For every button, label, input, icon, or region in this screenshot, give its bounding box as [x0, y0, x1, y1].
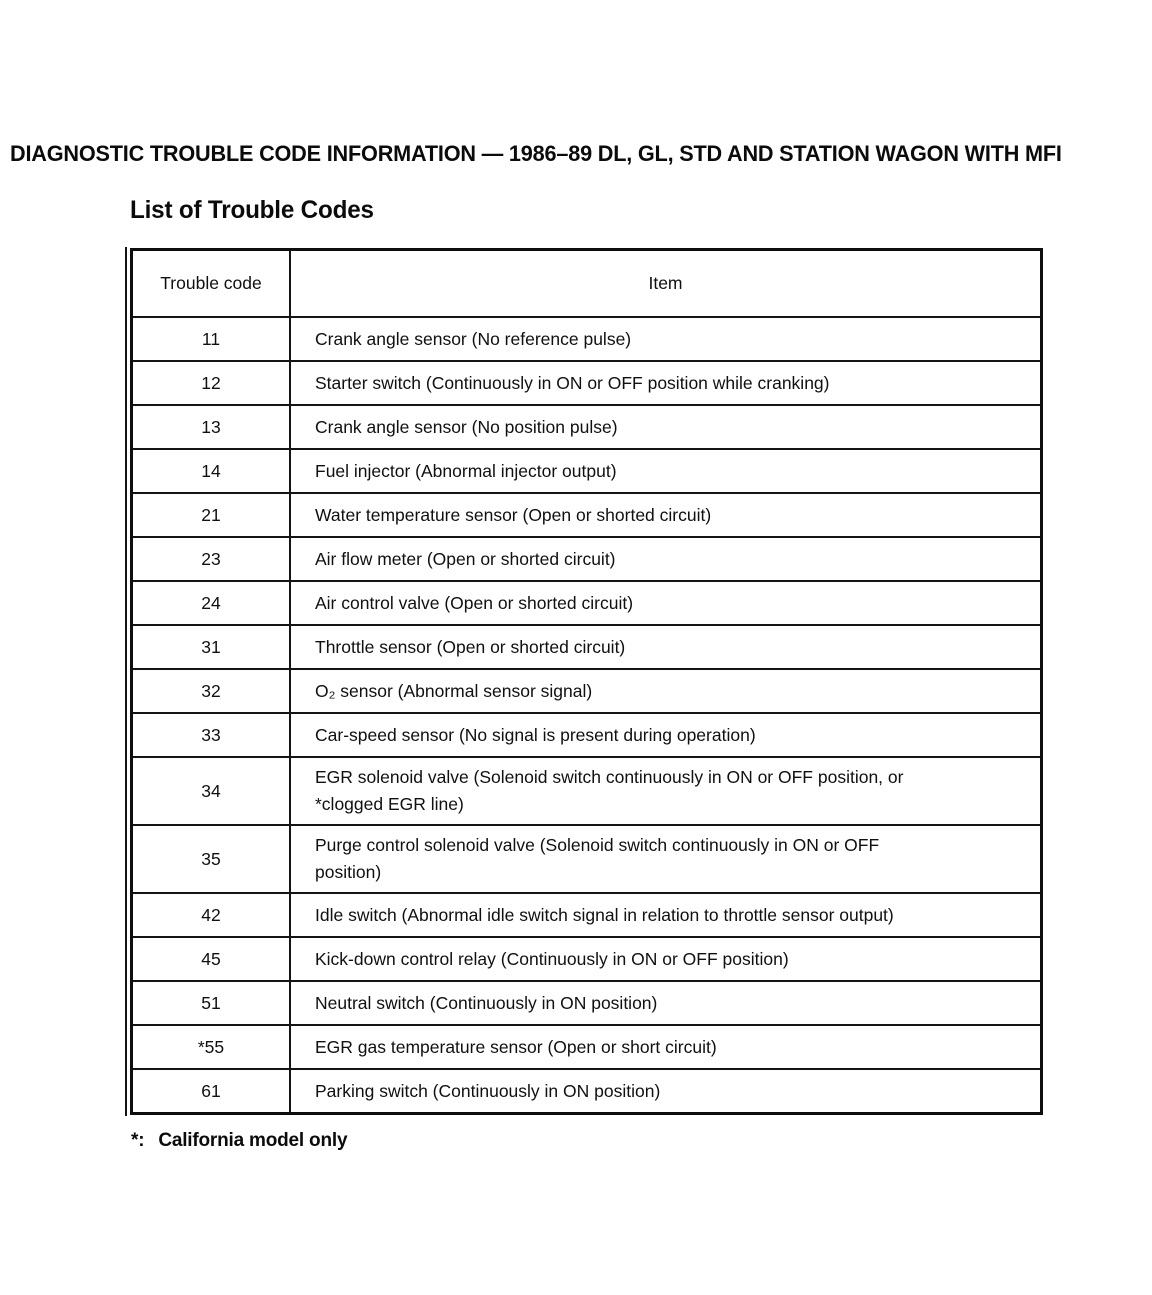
- item-cell: Air flow meter (Open or shorted circuit): [315, 548, 616, 569]
- table-row: [133, 668, 1040, 712]
- item-cell: Kick-down control relay (Continuously in ON or OFF position): [315, 948, 789, 969]
- item-cell: Idle switch (Abnormal idle switch signal in relation to throttle sensor output): [315, 904, 894, 925]
- trouble-code-cell: 34: [133, 758, 291, 824]
- trouble-code-cell: 33: [133, 714, 291, 756]
- item-cell: Crank angle sensor (No position pulse): [315, 416, 618, 437]
- trouble-code-cell: 35: [133, 826, 291, 892]
- table-row: [133, 712, 1040, 756]
- trouble-code-cell: *55: [133, 1026, 291, 1068]
- table-header-row: [133, 251, 1040, 316]
- item-cell: Parking switch (Continuously in ON position): [315, 1080, 661, 1101]
- trouble-code-cell: 11: [133, 318, 291, 360]
- item-cell: Fuel injector (Abnormal injector output): [315, 460, 617, 481]
- trouble-code-cell: 21: [133, 494, 291, 536]
- item-cell: Throttle sensor (Open or shorted circuit): [315, 636, 626, 657]
- table-row: [133, 1024, 1040, 1068]
- trouble-code-cell: 51: [133, 982, 291, 1024]
- trouble-code-cell: 23: [133, 538, 291, 580]
- item-cell: Water temperature sensor (Open or shorted circuit): [315, 504, 712, 525]
- table-row: [133, 536, 1040, 580]
- column-header-trouble-code: Trouble code: [133, 251, 291, 316]
- item-cell: Crank angle sensor (No reference pulse): [315, 328, 632, 349]
- table-row: [133, 892, 1040, 936]
- table-row: [133, 404, 1040, 448]
- table-row: [133, 624, 1040, 668]
- item-cell: Air control valve (Open or shorted circuit): [315, 592, 634, 613]
- footnote-text: California model only: [158, 1130, 348, 1151]
- item-cell: O₂ sensor (Abnormal sensor signal): [315, 680, 593, 701]
- item-cell: Purge control solenoid valve (Solenoid switch continuously in ON or OFF position): [315, 835, 880, 882]
- table-body: [133, 316, 1040, 1112]
- page-title: DIAGNOSTIC TROUBLE CODE INFORMATION — 1986–89 DL, GL, STD AND STATION WAGON WITH MFI: [10, 141, 1062, 166]
- table-row: [133, 448, 1040, 492]
- table-row: [133, 316, 1040, 360]
- table-row: [133, 824, 1040, 892]
- item-cell: EGR gas temperature sensor (Open or short circuit): [315, 1036, 717, 1057]
- item-cell: Car-speed sensor (No signal is present during operation): [315, 724, 756, 745]
- table-row: [133, 980, 1040, 1024]
- table-row: [133, 492, 1040, 536]
- table-row: [133, 580, 1040, 624]
- item-cell: Neutral switch (Continuously in ON position): [315, 992, 658, 1013]
- trouble-code-table: [130, 248, 1043, 1115]
- table-row: [133, 360, 1040, 404]
- table-row: [133, 936, 1040, 980]
- section-heading: List of Trouble Codes: [130, 196, 374, 224]
- item-cell: Starter switch (Continuously in ON or OFF position while cranking): [315, 372, 830, 393]
- table-row: [133, 1068, 1040, 1112]
- trouble-code-cell: 14: [133, 450, 291, 492]
- item-cell: EGR solenoid valve (Solenoid switch continuously in ON or OFF position, or *clogged EGR line): [315, 767, 904, 814]
- column-header-item: Item: [648, 273, 683, 293]
- table-row: [133, 756, 1040, 824]
- trouble-code-cell: 12: [133, 362, 291, 404]
- footnote-marker: *:: [131, 1130, 145, 1151]
- trouble-code-cell: 42: [133, 894, 291, 936]
- trouble-code-cell: 31: [133, 626, 291, 668]
- trouble-code-cell: 24: [133, 582, 291, 624]
- trouble-code-cell: 61: [133, 1070, 291, 1112]
- trouble-code-cell: 32: [133, 670, 291, 712]
- footnote: [131, 1130, 347, 1152]
- trouble-code-cell: 13: [133, 406, 291, 448]
- trouble-code-cell: 45: [133, 938, 291, 980]
